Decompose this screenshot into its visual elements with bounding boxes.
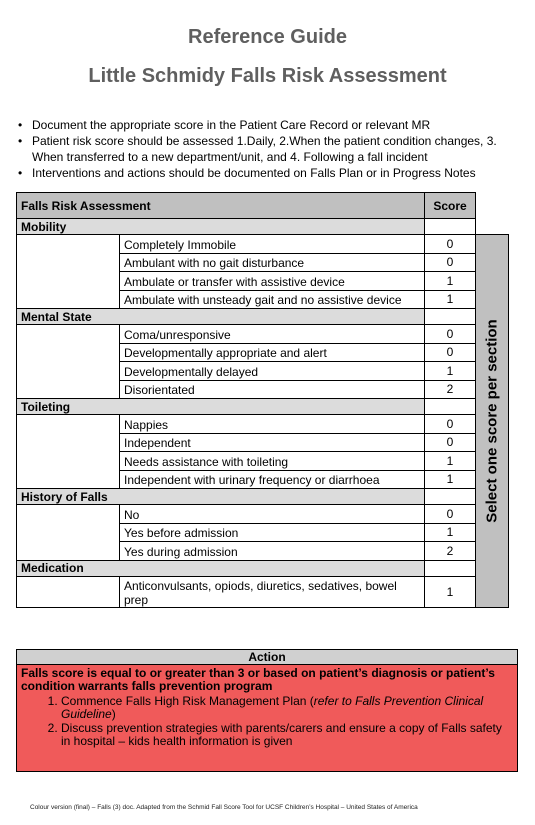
criterion-score: 1 bbox=[425, 362, 476, 381]
criterion-score: 2 bbox=[425, 380, 476, 399]
side-note-bar bbox=[476, 235, 509, 608]
criterion-label: Needs assistance with toileting bbox=[120, 452, 425, 471]
instruction-list bbox=[16, 117, 516, 181]
criterion-label: Yes before admission bbox=[120, 523, 425, 542]
criterion-label: Nappies bbox=[120, 415, 425, 434]
criterion-score: 0 bbox=[425, 235, 476, 254]
section-row bbox=[17, 219, 509, 235]
table-header-row bbox=[17, 193, 509, 219]
page-title: Reference Guide bbox=[188, 26, 347, 48]
page-subtitle: Little Schmidy Falls Risk Assessment bbox=[88, 65, 447, 87]
column-header-score: Score bbox=[425, 193, 476, 219]
section-name: Mobility bbox=[17, 219, 425, 235]
criterion-score: 1 bbox=[425, 290, 476, 309]
section-name: Toileting bbox=[17, 399, 425, 415]
section-name: Mental State bbox=[17, 309, 425, 325]
table-row bbox=[17, 235, 509, 254]
criterion-score: 0 bbox=[425, 325, 476, 344]
criterion-score: 0 bbox=[425, 415, 476, 434]
criterion-label: Completely Immobile bbox=[120, 235, 425, 254]
footer-note: Colour version (final) – Falls (3) doc. Adapted from the Schmid Fall Score Tool for UCSF Children’s Hospital – United States of America bbox=[30, 804, 418, 811]
criterion-label: Independent bbox=[120, 433, 425, 452]
instruction-item: • Document the appropriate score in the Patient Care Record or relevant MR bbox=[16, 117, 516, 133]
side-note-text: Select one score per section bbox=[483, 319, 501, 523]
criterion-label: Anticonvulsants, opiods, diuretics, sedatives, bowel prep bbox=[120, 576, 425, 607]
criterion-score: 1 bbox=[425, 523, 476, 542]
instruction-item: • Interventions and actions should be documented on Falls Plan or in Progress Notes bbox=[16, 165, 516, 181]
table-row bbox=[17, 325, 509, 344]
falls-risk-table bbox=[16, 192, 509, 608]
criterion-score: 0 bbox=[425, 433, 476, 452]
criterion-score: 1 bbox=[425, 272, 476, 291]
section-row bbox=[17, 309, 509, 325]
criterion-label: Yes during admission bbox=[120, 542, 425, 561]
criterion-label: Developmentally appropriate and alert bbox=[120, 343, 425, 362]
action-heading: Action bbox=[17, 650, 517, 665]
criterion-label: Disorientated bbox=[120, 380, 425, 399]
action-box bbox=[16, 649, 518, 772]
criterion-label: Independent with urinary frequency or diarrhoea bbox=[120, 470, 425, 489]
criterion-score: 0 bbox=[425, 253, 476, 272]
criterion-label: Developmentally delayed bbox=[120, 362, 425, 381]
section-name: Medication bbox=[17, 560, 425, 576]
criterion-score: 1 bbox=[425, 470, 476, 489]
instruction-item: • Patient risk score should be assessed 1.Daily, 2.When the patient condition changes, 3. When transferred to a new department/unit, and 4. Following a fall incident bbox=[16, 133, 516, 165]
table-row bbox=[17, 576, 509, 607]
section-row bbox=[17, 489, 509, 505]
criterion-score: 1 bbox=[425, 452, 476, 471]
criterion-score: 0 bbox=[425, 343, 476, 362]
action-steps bbox=[21, 695, 513, 748]
section-row bbox=[17, 399, 509, 415]
criterion-score: 2 bbox=[425, 542, 476, 561]
action-step: 2. Discuss prevention strategies with parents/carers and ensure a copy of Falls safety in hospital – kids health information is given bbox=[61, 722, 513, 748]
action-step: 1. Commence Falls High Risk Management Plan (refer to Falls Prevention Clinical Guideline) bbox=[61, 695, 513, 721]
column-header-assessment: Falls Risk Assessment bbox=[17, 193, 425, 219]
criterion-label: Ambulant with no gait disturbance bbox=[120, 253, 425, 272]
table-row bbox=[17, 505, 509, 524]
table-row bbox=[17, 415, 509, 434]
section-row bbox=[17, 560, 509, 576]
criterion-score: 1 bbox=[425, 576, 476, 607]
criterion-label: Ambulate or transfer with assistive device bbox=[120, 272, 425, 291]
criterion-score: 0 bbox=[425, 505, 476, 524]
criterion-label: Ambulate with unsteady gait and no assistive device bbox=[120, 290, 425, 309]
criterion-label: No bbox=[120, 505, 425, 524]
section-name: History of Falls bbox=[17, 489, 425, 505]
criterion-label: Coma/unresponsive bbox=[120, 325, 425, 344]
action-lead: Falls score is equal to or greater than 3 or based on patient’s diagnosis or patient’s condition warrants falls prevention program bbox=[21, 666, 495, 693]
action-body bbox=[17, 665, 517, 771]
